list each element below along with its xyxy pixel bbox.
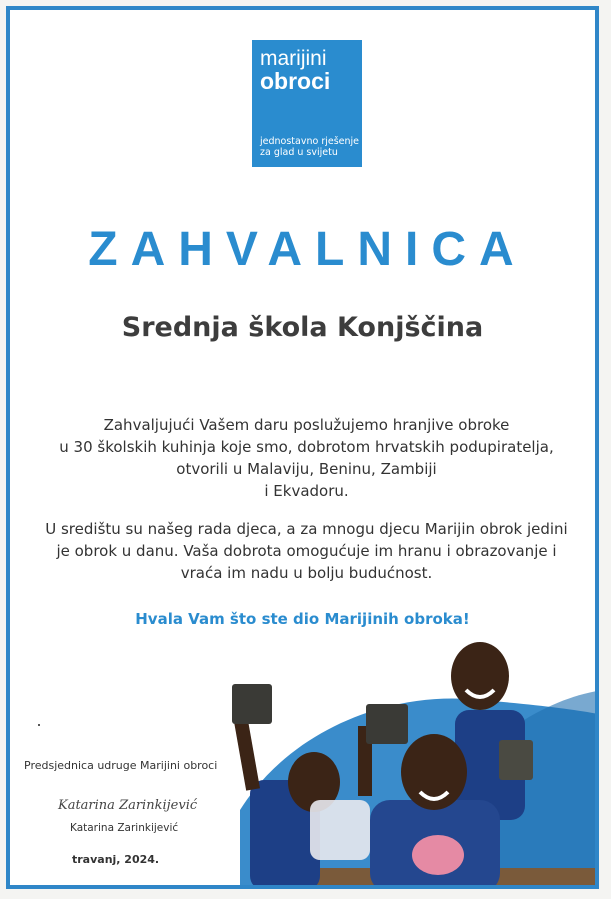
signature-role: Predsjednica udruge Marijini obroci bbox=[24, 759, 218, 772]
issue-date: travanj, 2024. bbox=[72, 853, 160, 866]
paragraph-line: otvorili u Malaviju, Beninu, Zambiji bbox=[176, 460, 437, 478]
certificate bbox=[6, 6, 599, 889]
logo-tagline-1: jednostavno rješenje bbox=[260, 136, 360, 147]
stray-mark bbox=[38, 724, 40, 726]
logo-line-1: marijini bbox=[260, 47, 327, 70]
paragraph-line: je obrok u danu. Vaša dobrota omogućuje im hranu i obrazovanje i bbox=[56, 542, 557, 560]
paragraph-line: i Ekvadoru. bbox=[264, 482, 349, 500]
paragraph-line: Zahvaljujući Vašem daru poslužujemo hranjive obroke bbox=[103, 416, 510, 434]
signatory-name: Katarina Zarinkijević bbox=[70, 822, 179, 834]
children-with-mugs-photo bbox=[10, 10, 599, 889]
paragraph-line: U središtu su našeg rada djeca, a za mnogu djecu Marijin obrok jedini bbox=[45, 520, 568, 538]
paragraph-line: u 30 školskih kuhinja koje smo, dobrotom hrvatskih podupiratelja, bbox=[59, 438, 554, 456]
logo-tagline-2: za glad u svijetu bbox=[260, 147, 338, 158]
logo-line-2: obroci bbox=[260, 68, 331, 94]
thank-you-line: Hvala Vam što ste dio Marijinih obroka! bbox=[135, 610, 470, 628]
recipient-name: Srednja škola Konjščina bbox=[121, 312, 484, 343]
handwritten-signature: Katarina Zarinkijević bbox=[58, 798, 198, 813]
paragraph-line: vraća im nadu u bolju budućnost. bbox=[180, 564, 433, 582]
certificate-title: ZAHVALNICA bbox=[88, 223, 527, 276]
